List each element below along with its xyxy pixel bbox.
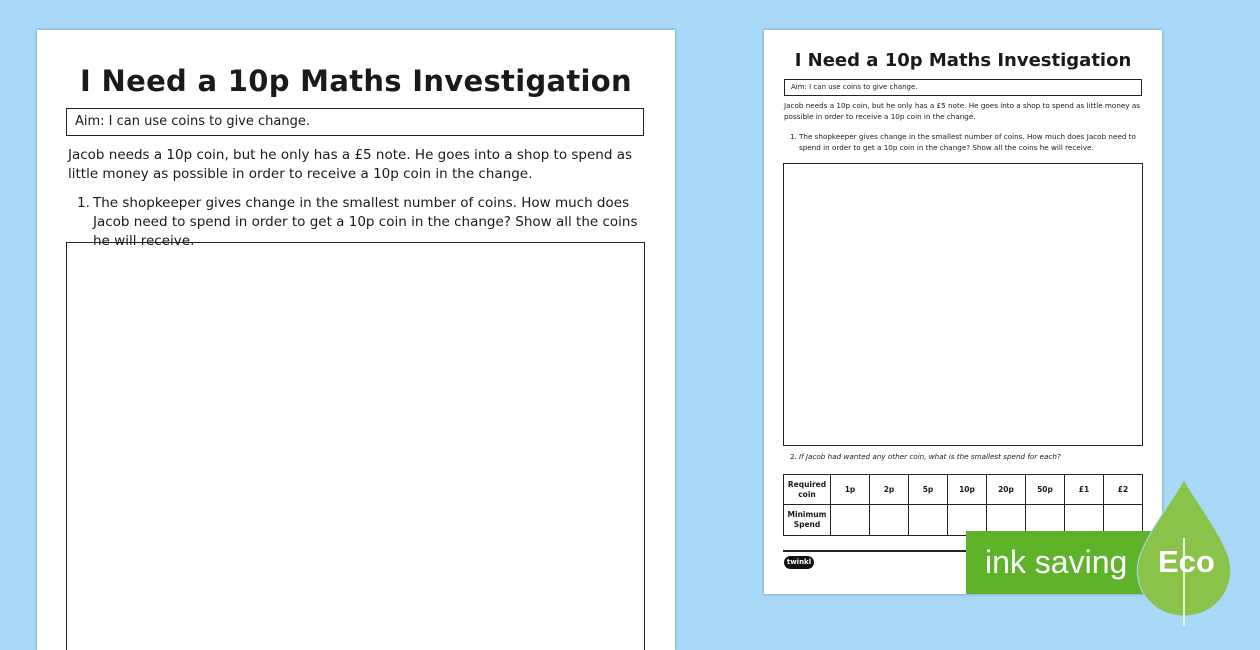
answer-box <box>66 242 645 650</box>
page-title: I Need a 10p Maths Investigation <box>80 64 632 98</box>
answer-box <box>783 163 1143 446</box>
spend-cell <box>870 505 909 536</box>
question-2 <box>790 452 1145 463</box>
question-1-text: The shopkeeper gives change in the smallest number of coins. How much does Jacob need to spend in order to get a 10p coin in the change? Show all the coins he will receive. <box>799 132 1136 152</box>
aim-box: Aim: I can use coins to give change. <box>784 79 1142 96</box>
coin-cell: 1p <box>831 475 870 505</box>
coin-cell: 10p <box>948 475 987 505</box>
intro-paragraph: Jacob needs a 10p coin, but he only has a £5 note. He goes into a shop to spend as little money as possible in order to receive a 10p coin in the change. <box>68 147 633 182</box>
required-coin-row <box>784 475 1143 505</box>
spend-cell <box>909 505 948 536</box>
question-1 <box>790 132 1145 153</box>
coin-cell: 2p <box>870 475 909 505</box>
question-1-text: The shopkeeper gives change in the smallest number of coins. How much does Jacob need to spend in order to get a 10p coin in the change? Show all the coins he will receive. <box>93 195 638 249</box>
eco-label: Eco <box>1158 544 1215 579</box>
required-coin-header: Required coin <box>784 475 831 505</box>
worksheet-preview-small <box>764 30 1162 594</box>
minimum-spend-header: Minimum Spend <box>784 505 831 536</box>
question-1-number: 1. <box>77 195 90 211</box>
spend-cell <box>831 505 870 536</box>
question-1-number: 1. <box>790 132 797 141</box>
coin-cell: 20p <box>987 475 1026 505</box>
intro-paragraph: Jacob needs a 10p coin, but he only has a £5 note. He goes into a shop to spend as little money as possible in order to receive a 10p coin in the change. <box>784 101 1140 121</box>
page-title: I Need a 10p Maths Investigation <box>794 50 1132 71</box>
coin-cell: 50p <box>1026 475 1065 505</box>
aim-box: Aim: I can use coins to give change. <box>66 108 644 136</box>
coin-cell: 5p <box>909 475 948 505</box>
ink-saving-label: ink saving <box>985 544 1128 580</box>
question-2-text: If Jacob had wanted any other coin, what is the smallest spend for each? <box>799 452 1061 461</box>
coin-table <box>783 474 1143 536</box>
question-2-number: 2. <box>790 452 797 461</box>
coin-cell: £2 <box>1104 475 1143 505</box>
coin-cell: £1 <box>1065 475 1104 505</box>
worksheet-preview-large <box>37 30 675 650</box>
twinkl-logo: twinkl <box>784 556 814 569</box>
